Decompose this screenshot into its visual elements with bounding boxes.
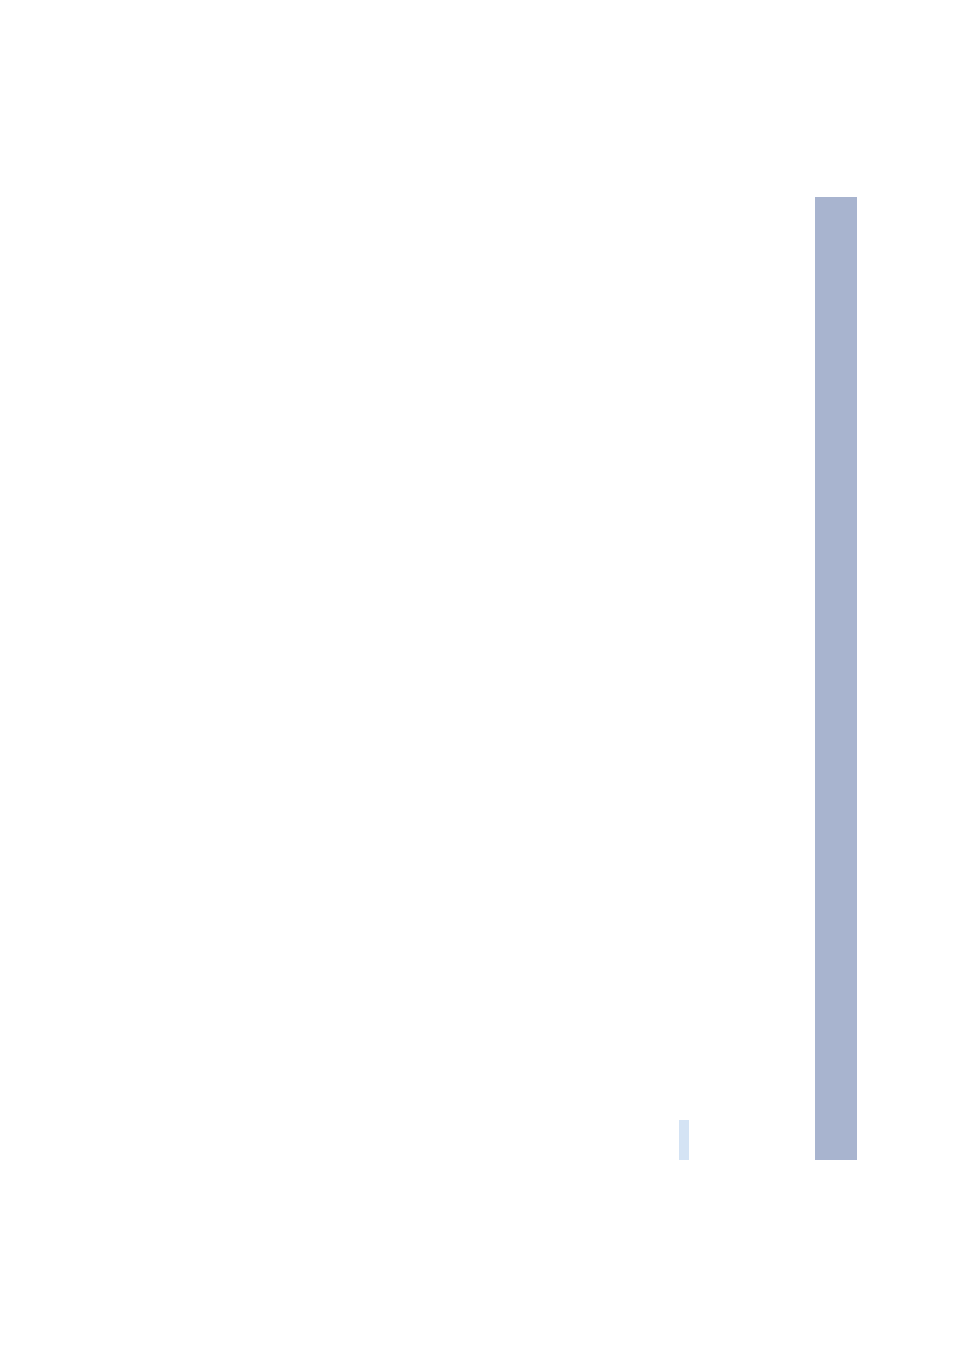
section-tabs: [815, 197, 857, 1160]
footer-accent-bar: [679, 1120, 689, 1160]
